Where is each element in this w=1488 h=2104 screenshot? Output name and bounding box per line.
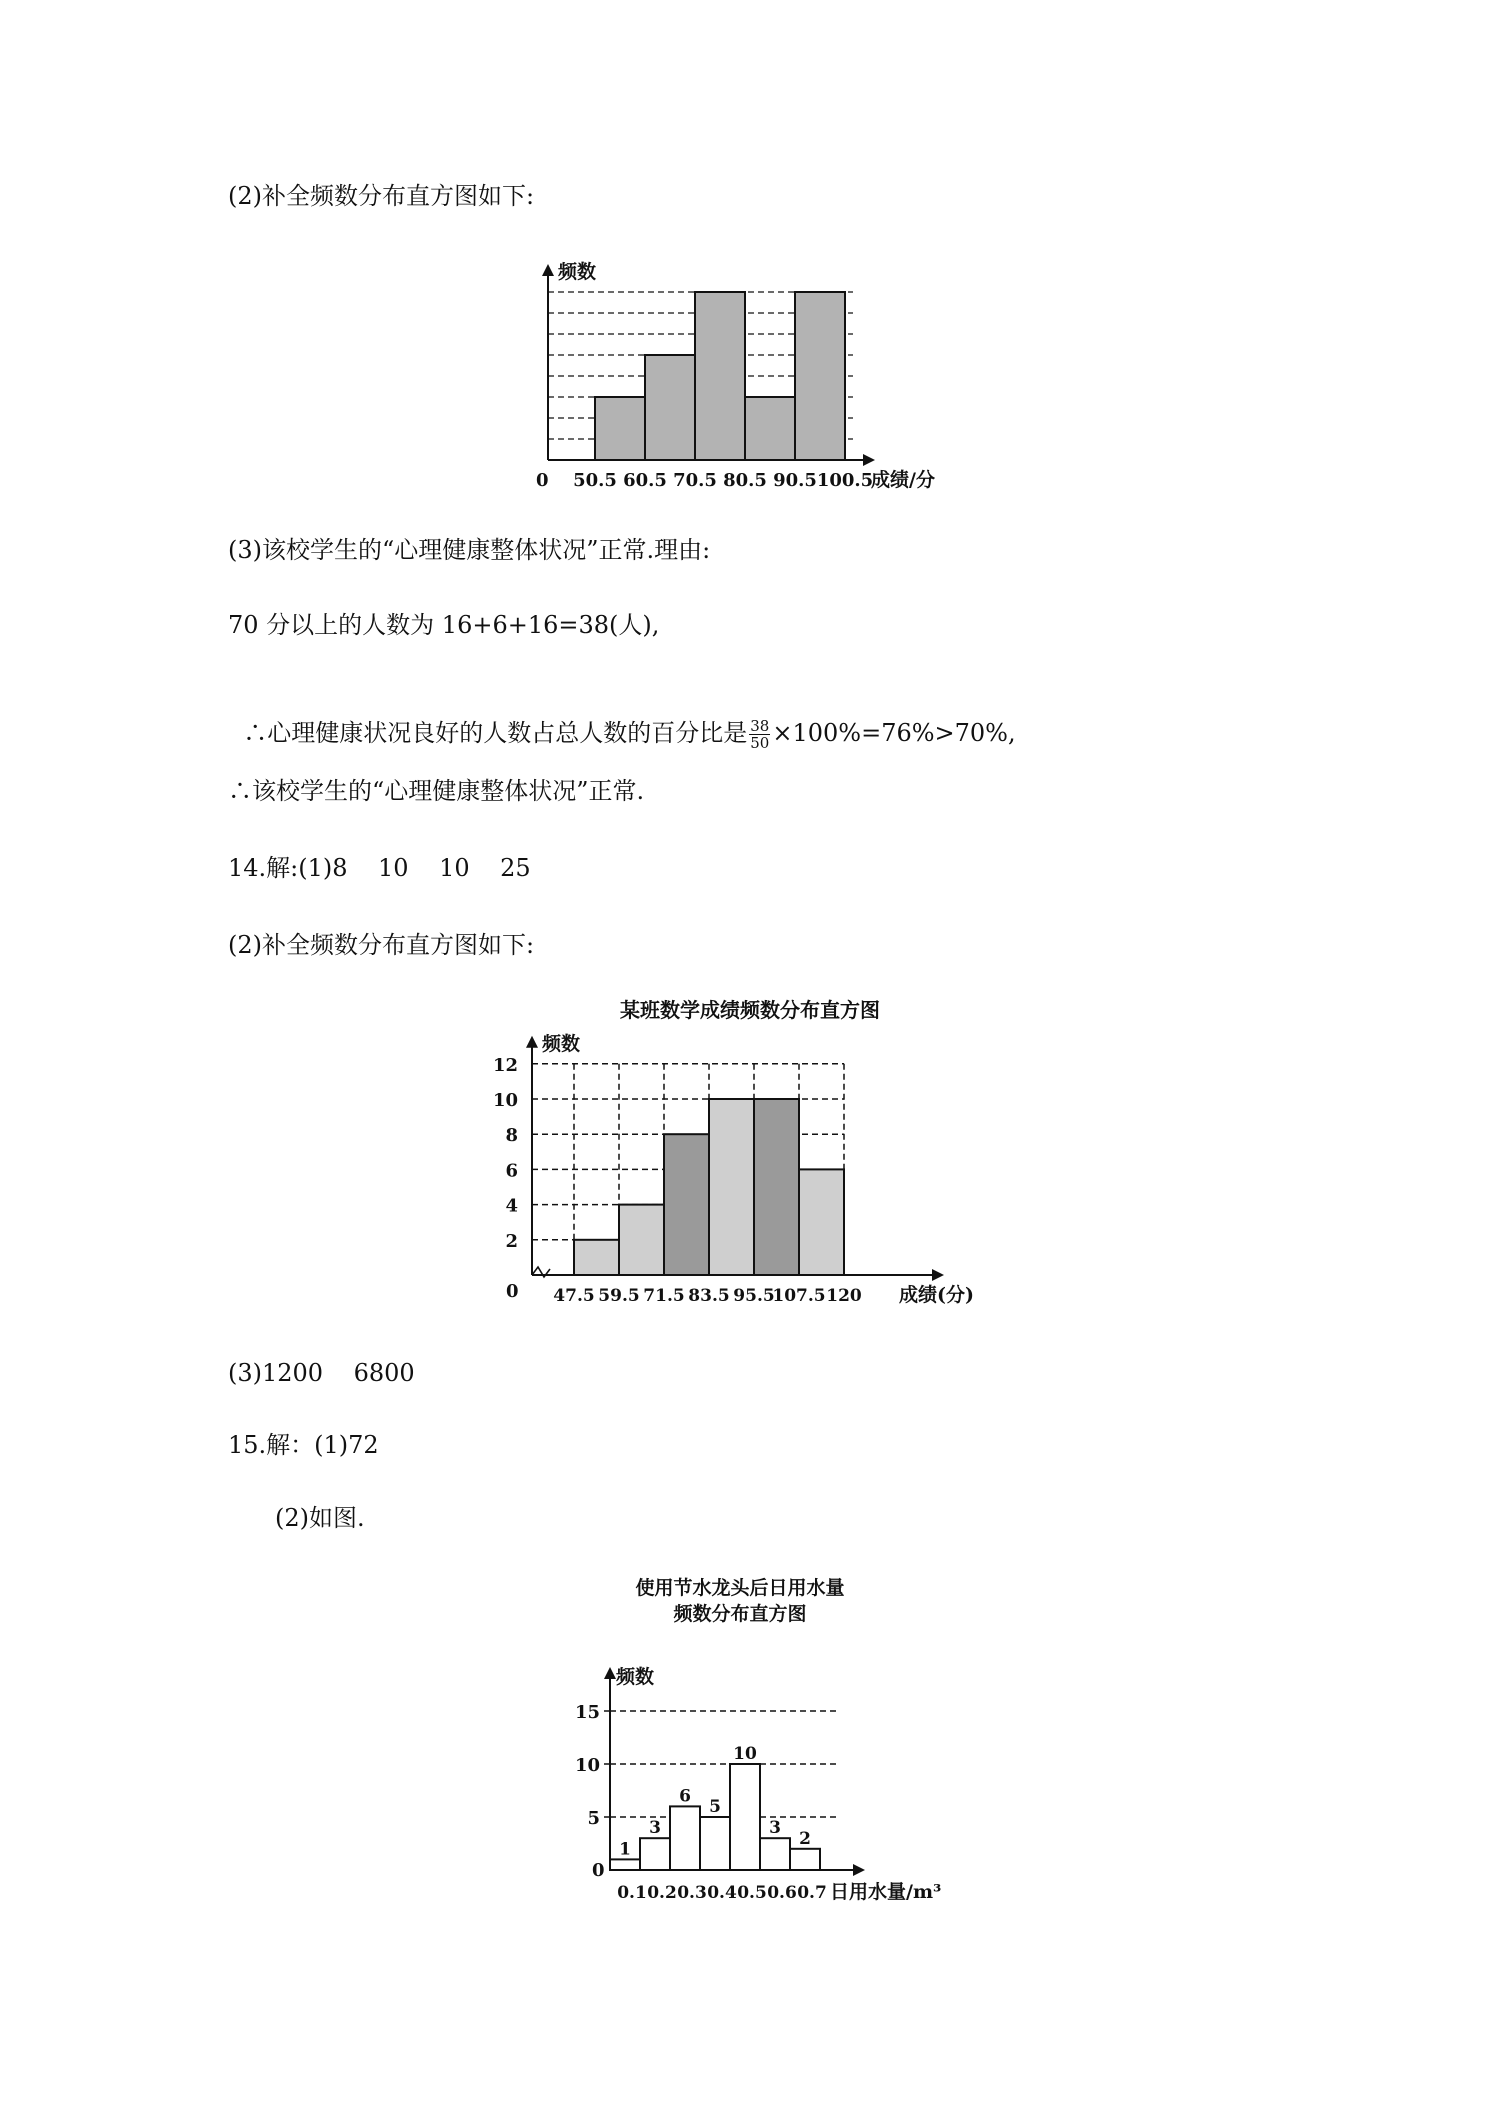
line-q14-part3: (3)1200 6800 (228, 1359, 415, 1387)
x-tick-label: 95.5 (733, 1286, 775, 1306)
line-conclusion: ∴该校学生的“心理健康整体状况”正常. (228, 777, 645, 805)
y-tick-label: 10 (574, 1755, 600, 1776)
x-tick-label: 100.5 (816, 470, 874, 491)
y-tick-label: 12 (492, 1054, 518, 1076)
histogram-bar (664, 1134, 709, 1275)
origin-label: 0 (536, 470, 549, 491)
y-tick-label: 4 (505, 1195, 518, 1217)
bar-value-label: 1 (619, 1839, 631, 1860)
histogram-bar (799, 1169, 844, 1275)
bar-value-label: 3 (769, 1818, 781, 1839)
x-tick-label: 107.5 (772, 1286, 826, 1306)
bar-value-label: 2 (799, 1828, 811, 1849)
x-tick-label: 0.1 (617, 1883, 647, 1903)
x-tick-label: 0.5 (737, 1883, 767, 1903)
fraction-38-50 (749, 718, 770, 751)
y-axis-label: 频数 (558, 261, 597, 283)
x-tick-label: 47.5 (553, 1286, 595, 1306)
y-tick-label: 15 (574, 1702, 600, 1723)
histogram-bar (709, 1099, 754, 1275)
y-axis-arrow-icon (526, 1036, 538, 1048)
bar-value-label: 10 (733, 1744, 757, 1764)
x-tick-label: 80.5 (723, 470, 767, 491)
x-tick-label: 0.4 (707, 1883, 737, 1903)
line-complete-histogram-2: (2)补全频数分布直方图如下: (228, 931, 535, 959)
line-reason-heading: (3)该校学生的“心理健康整体状况”正常.理由: (228, 536, 711, 564)
chart-title: 使用节水龙头后日用水量 (635, 1577, 845, 1599)
x-tick-label: 70.5 (673, 470, 717, 491)
y-tick-label: 5 (587, 1808, 600, 1829)
line-q15-part2: (2)如图. (275, 1504, 365, 1532)
histogram-math-scores (490, 995, 1010, 1315)
fraction-numerator: 38 (750, 717, 770, 735)
x-axis-label: 成绩(分) (899, 1284, 974, 1306)
origin-label: 0 (592, 1860, 605, 1881)
x-tick-label: 60.5 (623, 470, 667, 491)
bar-value-label: 3 (649, 1818, 661, 1839)
x-tick-label: 0.7 (797, 1883, 827, 1903)
x-tick-label: 71.5 (643, 1286, 685, 1306)
line-percentage (228, 688, 1016, 751)
histogram-bar (730, 1764, 760, 1870)
line-q14-answers: 14.解:(1)8 10 10 25 (228, 854, 531, 882)
histogram-bar (754, 1099, 799, 1275)
histogram-bar (619, 1205, 664, 1275)
x-tick-label: 90.5 (773, 470, 817, 491)
histogram-bar (695, 292, 745, 460)
y-axis-label: 频数 (616, 1666, 655, 1688)
histogram-bar (610, 1859, 640, 1870)
bar-value-label: 6 (679, 1786, 691, 1807)
y-tick-label: 2 (505, 1230, 518, 1252)
chart-title: 某班数学成绩频数分布直方图 (620, 998, 880, 1022)
x-axis-arrow-icon (932, 1269, 944, 1281)
y-axis-arrow-icon (542, 264, 554, 276)
y-axis-label: 频数 (542, 1032, 581, 1055)
x-axis-label: 成绩/分 (871, 469, 935, 491)
histogram-bar (640, 1838, 670, 1870)
fraction-denominator: 50 (750, 734, 770, 752)
y-tick-label: 6 (505, 1160, 518, 1182)
percentage-text-b: ×100%=76%>70%, (772, 719, 1016, 747)
histogram-bar (595, 397, 645, 460)
x-tick-label: 59.5 (598, 1286, 640, 1306)
y-axis-arrow-icon (604, 1667, 616, 1679)
x-tick-label: 120 (826, 1286, 862, 1306)
origin-label: 0 (506, 1281, 519, 1302)
histogram-bar (645, 355, 695, 460)
line-complete-histogram-1: (2)补全频数分布直方图如下: (228, 182, 535, 210)
histogram-psych-scores (530, 250, 970, 500)
bar-value-label: 5 (709, 1797, 721, 1817)
x-tick-label: 0.3 (677, 1883, 707, 1903)
x-axis-label: 日用水量/m³ (830, 1881, 942, 1903)
x-tick-label: 0.2 (647, 1883, 677, 1903)
x-axis-arrow-icon (853, 1864, 865, 1876)
histogram-bar (574, 1240, 619, 1275)
histogram-bar (700, 1817, 730, 1870)
chart-subtitle: 频数分布直方图 (673, 1603, 807, 1625)
histogram-bar (795, 292, 845, 460)
y-tick-label: 10 (492, 1090, 518, 1111)
x-tick-label: 50.5 (573, 470, 617, 491)
line-q15-part1: 15.解：(1)72 (228, 1431, 379, 1459)
x-tick-label: 0.6 (767, 1883, 797, 1903)
percentage-text-a: ∴心理健康状况良好的人数占总人数的百分比是 (243, 719, 748, 747)
histogram-bar (760, 1838, 790, 1870)
x-axis-arrow-icon (863, 454, 875, 466)
x-tick-label: 83.5 (688, 1286, 730, 1306)
histogram-bar (670, 1806, 700, 1870)
line-count-above-70: 70 分以上的人数为 16+6+16=38(人), (228, 611, 660, 639)
histogram-bar (790, 1849, 820, 1870)
histogram-water-usage (560, 1570, 1000, 1903)
y-tick-label: 8 (505, 1125, 518, 1147)
histogram-bar (745, 397, 795, 460)
